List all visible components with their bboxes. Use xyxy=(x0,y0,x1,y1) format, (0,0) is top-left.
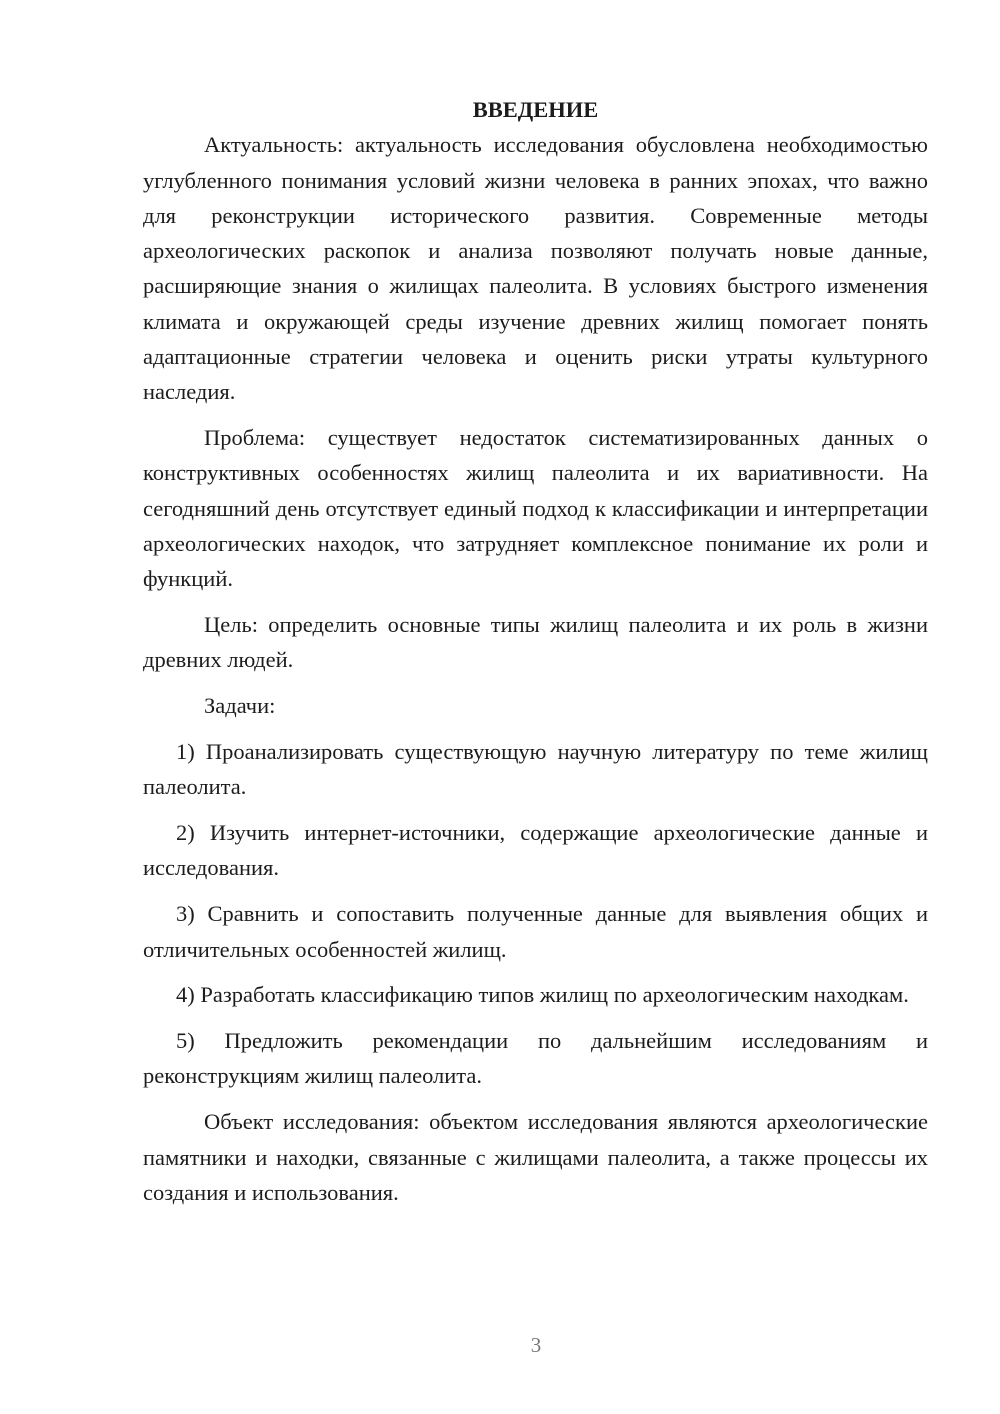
task-item: 4) Разработать классификацию типов жилищ по археологическим находкам. xyxy=(176,982,909,1008)
tasks-label: Задачи: xyxy=(204,693,276,719)
task-item: 3) Сравнить и сопоставить полученные данные для выявления общих и отличительных особенностей жилищ. xyxy=(143,901,928,962)
document-page xyxy=(143,92,928,1210)
object-paragraph: Объект исследования: объектом исследования являются археологические памятники и находки, связанные с жилищами палеолита, а также процессы их создания и использования. xyxy=(143,1109,928,1205)
section-title: ВВЕДЕНИЕ xyxy=(472,97,599,122)
goal-paragraph: Цель: определить основные типы жилищ палеолита и их роль в жизни древних людей. xyxy=(143,612,928,673)
relevance-paragraph: Актуальность: актуальность исследования обусловлена необходимостью углубленного понимания условий жизни человека в ранних эпохах, что важно для реконструкции исторического развития. Современные методы археологических раскопок и анализа позволяют получать новые данные, расширяющие знания о жилищах палеолита. В условиях быстрого изменения климата и окружающей среды изучение древних жилищ помогает понять адаптационные стратегии человека и оценить риски утраты культурного наследия. xyxy=(143,132,928,405)
task-item: 2) Изучить интернет-источники, содержащие археологические данные и исследования. xyxy=(143,820,928,881)
task-item: 5) Предложить рекомендации по дальнейшим исследованиям и реконструкциям жилищ палеолита. xyxy=(143,1028,928,1089)
problem-paragraph: Проблема: существует недостаток систематизированных данных о конструктивных особенностях жилищ палеолита и их вариативности. На сегодняшний день отсутствует единый подход к классификации и интерпретации археологических находок, что затрудняет комплексное понимание их роли и функций. xyxy=(143,425,928,592)
task-item: 1) Проанализировать существующую научную литературу по теме жилищ палеолита. xyxy=(143,739,928,800)
page-number: 3 xyxy=(530,1333,542,1357)
